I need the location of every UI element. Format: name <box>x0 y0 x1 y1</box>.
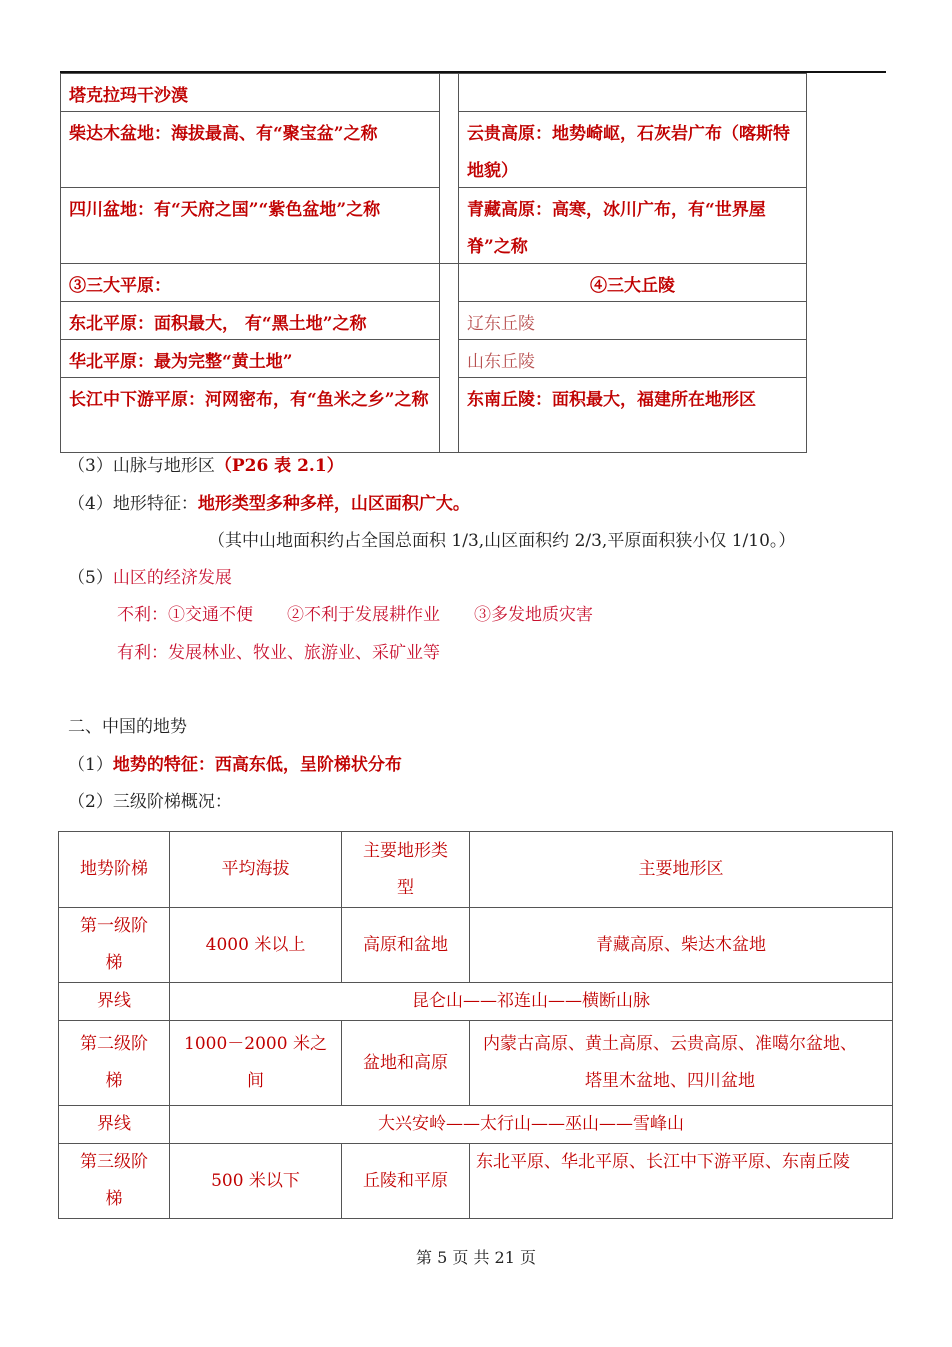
table-cell: 辽东丘陵 <box>458 301 807 340</box>
terrain-1-label: （1） <box>68 755 113 775</box>
header-cell: 主要地形区 <box>469 831 893 908</box>
terrain-2: （2）三级阶梯概况： <box>68 792 232 812</box>
table-cell: 1000－2000 米之间 <box>169 1020 342 1106</box>
terrain-1-text: 地势的特征：西高东低，呈阶梯状分布 <box>112 755 402 775</box>
header-cell: 地势阶梯 <box>58 831 170 908</box>
section-5-pros: 有利：发展林业、牧业、旅游业、采矿业等 <box>117 643 440 663</box>
table-cell: 青藏高原、柴达木盆地 <box>469 907 893 983</box>
table-cell: 界线 <box>58 982 170 1021</box>
section-4-label: （4）地形特征： <box>68 494 198 514</box>
table-cell: 4000 米以上 <box>169 907 342 983</box>
table-cell: 山东丘陵 <box>458 339 807 378</box>
section-4-highlight: 地形类型多种多样，山区面积广大。 <box>197 494 470 514</box>
table-cell: 华北平原：最为完整“黄土地” <box>60 339 440 378</box>
table-cell: 云贵高原：地势崎岖，石灰岩广布（喀斯特地貌） <box>458 111 807 188</box>
table-cell: 丘陵和平原 <box>341 1143 470 1219</box>
header-cell: 平均海拔 <box>169 831 342 908</box>
table-cell: 500 米以下 <box>169 1143 342 1219</box>
table-cell: ④三大丘陵 <box>458 263 807 302</box>
table-cell: 昆仑山——祁连山——横断山脉 <box>169 982 893 1021</box>
section-4-note: （其中山地面积约占全国总面积 1/3,山区面积约 2/3,平原面积狭小仅 1/10。） <box>208 531 796 551</box>
table-cell: 内蒙古高原、黄土高原、云贵高原、准噶尔盆地、塔里木盆地、四川盆地 <box>469 1020 893 1106</box>
spacer-cell <box>439 263 459 453</box>
table-cell: 第三级阶梯 <box>58 1143 170 1219</box>
table-cell: 长江中下游平原：河网密布，有“鱼米之乡”之称 <box>60 377 440 453</box>
section-3-reference: （P26 表 2.1） <box>214 456 344 476</box>
header-cell: 主要地形类型 <box>341 831 470 908</box>
heading-2: 二、中国的地势 <box>68 717 187 737</box>
section-3 <box>68 455 344 477</box>
table-cell: 大兴安岭——太行山——巫山——雪峰山 <box>169 1105 893 1144</box>
page-footer: 第 5 页 共 21 页 <box>416 1248 536 1267</box>
table-cell: 东南丘陵：面积最大，福建所在地形区 <box>458 377 807 453</box>
section-5-cons: 不利：①交通不便 ②不利于发展耕作业 ③多发地质灾害 <box>117 605 593 625</box>
table-cell: 四川盆地：有“天府之国”“紫色盆地”之称 <box>60 187 440 264</box>
table-cell: 东北平原、华北平原、长江中下游平原、东南丘陵 <box>469 1143 893 1219</box>
table-cell: 青藏高原：高寒，冰川广布，有“世界屋脊”之称 <box>458 187 807 264</box>
section-4 <box>68 493 470 515</box>
table-cell: 高原和盆地 <box>341 907 470 983</box>
table-cell <box>458 73 807 112</box>
section-5 <box>68 567 232 589</box>
table-cell: 盆地和高原 <box>341 1020 470 1106</box>
section-3-label: （3）山脉与地形区 <box>68 456 215 476</box>
table-cell: ③三大平原： <box>60 263 440 302</box>
section-5-title: 山区的经济发展 <box>112 568 232 588</box>
terrain-1 <box>68 754 402 776</box>
table-cell: 界线 <box>58 1105 170 1144</box>
section-5-label: （5） <box>68 568 113 588</box>
spacer-cell <box>439 73 459 264</box>
table-cell: 第二级阶梯 <box>58 1020 170 1106</box>
table-cell: 第一级阶梯 <box>58 907 170 983</box>
table-cell: 塔克拉玛干沙漠 <box>60 73 440 112</box>
table-cell: 柴达木盆地：海拔最高、有“聚宝盆”之称 <box>60 111 440 188</box>
table-cell: 东北平原：面积最大， 有“黑土地”之称 <box>60 301 440 340</box>
